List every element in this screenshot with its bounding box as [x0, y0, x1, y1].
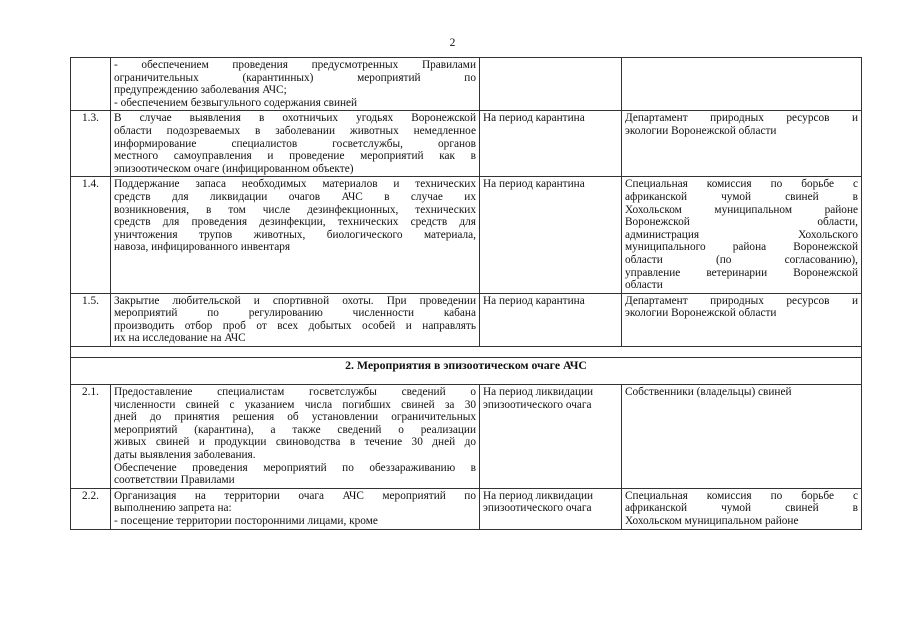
text-line: мероприятий по регулированию численности кабана: [114, 307, 476, 320]
table-row: [71, 111, 862, 177]
text-line: Департамент природных ресурсов и: [625, 112, 858, 125]
responsible-cell: [622, 111, 862, 177]
section-2-rows: [71, 385, 862, 530]
section-title: 2. Мероприятия в эпизоотическом очаге АЧС: [71, 358, 862, 385]
term-cell: [480, 293, 622, 346]
text-line: муниципального района Воронежской: [625, 241, 858, 254]
term-cell: [480, 177, 622, 293]
text-line: экологии Воронежской области: [625, 307, 777, 320]
text-line: На период ликвидации: [483, 386, 594, 399]
table-row: [71, 58, 862, 111]
text-line: местного самоуправления и проведение мероприятий как в: [114, 150, 476, 163]
term-cell: [480, 488, 622, 529]
text-line: навоза, инфицированного инвентаря: [114, 241, 291, 254]
text-line: Обеспечение проведения мероприятий по обеззараживанию в: [114, 461, 476, 474]
text-line: - обеспечением проведения предусмотренных Правилами: [114, 59, 476, 71]
text-line: управление ветеринарии Воронежской: [625, 266, 858, 279]
action-cell: [111, 111, 480, 177]
responsible-cell: [622, 293, 862, 346]
text-line: ограничительных (карантинных) мероприятий по: [114, 71, 476, 84]
text-line: возникновения, в том числе дезинфекционных, технических: [114, 203, 476, 216]
responsible-cell: [622, 385, 862, 489]
text-line: живых свиней и продукции свиноводства в течение 30 дней до: [114, 436, 476, 449]
table-row: [71, 177, 862, 293]
action-cell: [111, 385, 480, 489]
text-line: На период карантина: [483, 178, 585, 191]
text-line: Организация на территории очага АЧС мероприятий по: [114, 489, 476, 502]
text-line: Специальная комиссия по борьбе с: [625, 489, 858, 502]
text-line: мероприятий (карантина), а также сведений о реализации: [114, 423, 476, 436]
text-line: производить отбор проб от всех добытых особей и направлять: [114, 319, 476, 332]
page-number: 2: [449, 37, 456, 49]
action-cell: [111, 177, 480, 293]
section-2-heading: [71, 347, 862, 385]
term-cell: [480, 385, 622, 489]
text-line: африканской чумой свиней в: [625, 190, 858, 203]
text-line: На период карантина: [483, 112, 585, 125]
responsible-cell: [622, 488, 862, 529]
text-line: экологии Воронежской области: [625, 124, 777, 137]
text-line: В случае выявления в охотничьих угодьях Воронежской: [114, 112, 476, 125]
measures-table: [70, 57, 862, 530]
text-line: - посещение территории посторонними лицами, кроме: [114, 515, 378, 527]
text-line: средств для проведения дезинфекции, технических средств для: [114, 216, 476, 229]
text-line: эпизоотического очага: [483, 398, 592, 411]
text-line: На период ликвидации: [483, 489, 594, 502]
text-line: численности свиней с указанием числа погибших свиней за 30: [114, 398, 476, 411]
responsible-cell: [622, 58, 862, 111]
text-line: эпизоотического очага: [483, 502, 592, 515]
text-line: африканской чумой свиней в: [625, 502, 858, 515]
text-line: администрация Хохольского: [625, 228, 858, 241]
text-line: Хохольском муниципальном районе: [625, 203, 858, 216]
term-cell: [480, 58, 622, 111]
text-line: На период карантина: [483, 294, 585, 307]
item-number: 1.4.: [71, 177, 111, 293]
text-line: информирование специалистов госветслужбы, органов: [114, 137, 476, 150]
text-line: предупреждению заболевания АЧС;: [114, 84, 287, 97]
action-cell: [111, 488, 480, 529]
section-1-rows: [71, 58, 862, 347]
text-line: выполнению запрета на:: [114, 502, 232, 515]
text-line: области: [625, 279, 663, 292]
action-cell: [111, 293, 480, 346]
table-row: [71, 488, 862, 529]
text-line: Поддержание запаса необходимых материалов и технических: [114, 178, 476, 191]
text-line: области подозреваемых в заболевании животных немедленное: [114, 124, 476, 137]
text-line: средств для ликвидации очагов АЧС в случае их: [114, 190, 476, 203]
blank-row: [71, 347, 862, 358]
text-line: Специальная комиссия по борьбе с: [625, 178, 858, 191]
item-number: [71, 58, 111, 111]
responsible-cell: [622, 177, 862, 293]
text-line: соответствии Правилами: [114, 474, 235, 487]
term-cell: [480, 111, 622, 177]
item-number: 2.1.: [71, 385, 111, 489]
text-line: Воронежской области,: [625, 216, 858, 229]
action-cell: [111, 58, 480, 111]
item-number: 1.3.: [71, 111, 111, 177]
table-row: [71, 293, 862, 346]
text-line: Предоставление специалистам госветслужбы сведений о: [114, 386, 476, 399]
text-line: - обеспечением безвыгульного содержания свиней: [114, 96, 358, 109]
text-line: Собственники (владельцы) свиней: [625, 386, 792, 399]
text-line: Департамент природных ресурсов и: [625, 294, 858, 307]
text-line: эпизоотическом очаге (инфицированном объекте): [114, 162, 354, 175]
text-line: Хохольском муниципальном районе: [625, 515, 799, 527]
text-line: даты выявления заболевания.: [114, 449, 256, 462]
text-line: Закрытие любительской и спортивной охоты. При проведении: [114, 294, 476, 307]
text-line: их на исследование на АЧС: [114, 332, 246, 345]
text-line: уничтожения трупов животных, биологического материала,: [114, 228, 476, 241]
item-number: 2.2.: [71, 488, 111, 529]
table-row: [71, 385, 862, 489]
text-line: дней до принятия решения об установлении ограничительных: [114, 411, 476, 424]
item-number: 1.5.: [71, 293, 111, 346]
text-line: области (по согласованию),: [625, 253, 858, 266]
